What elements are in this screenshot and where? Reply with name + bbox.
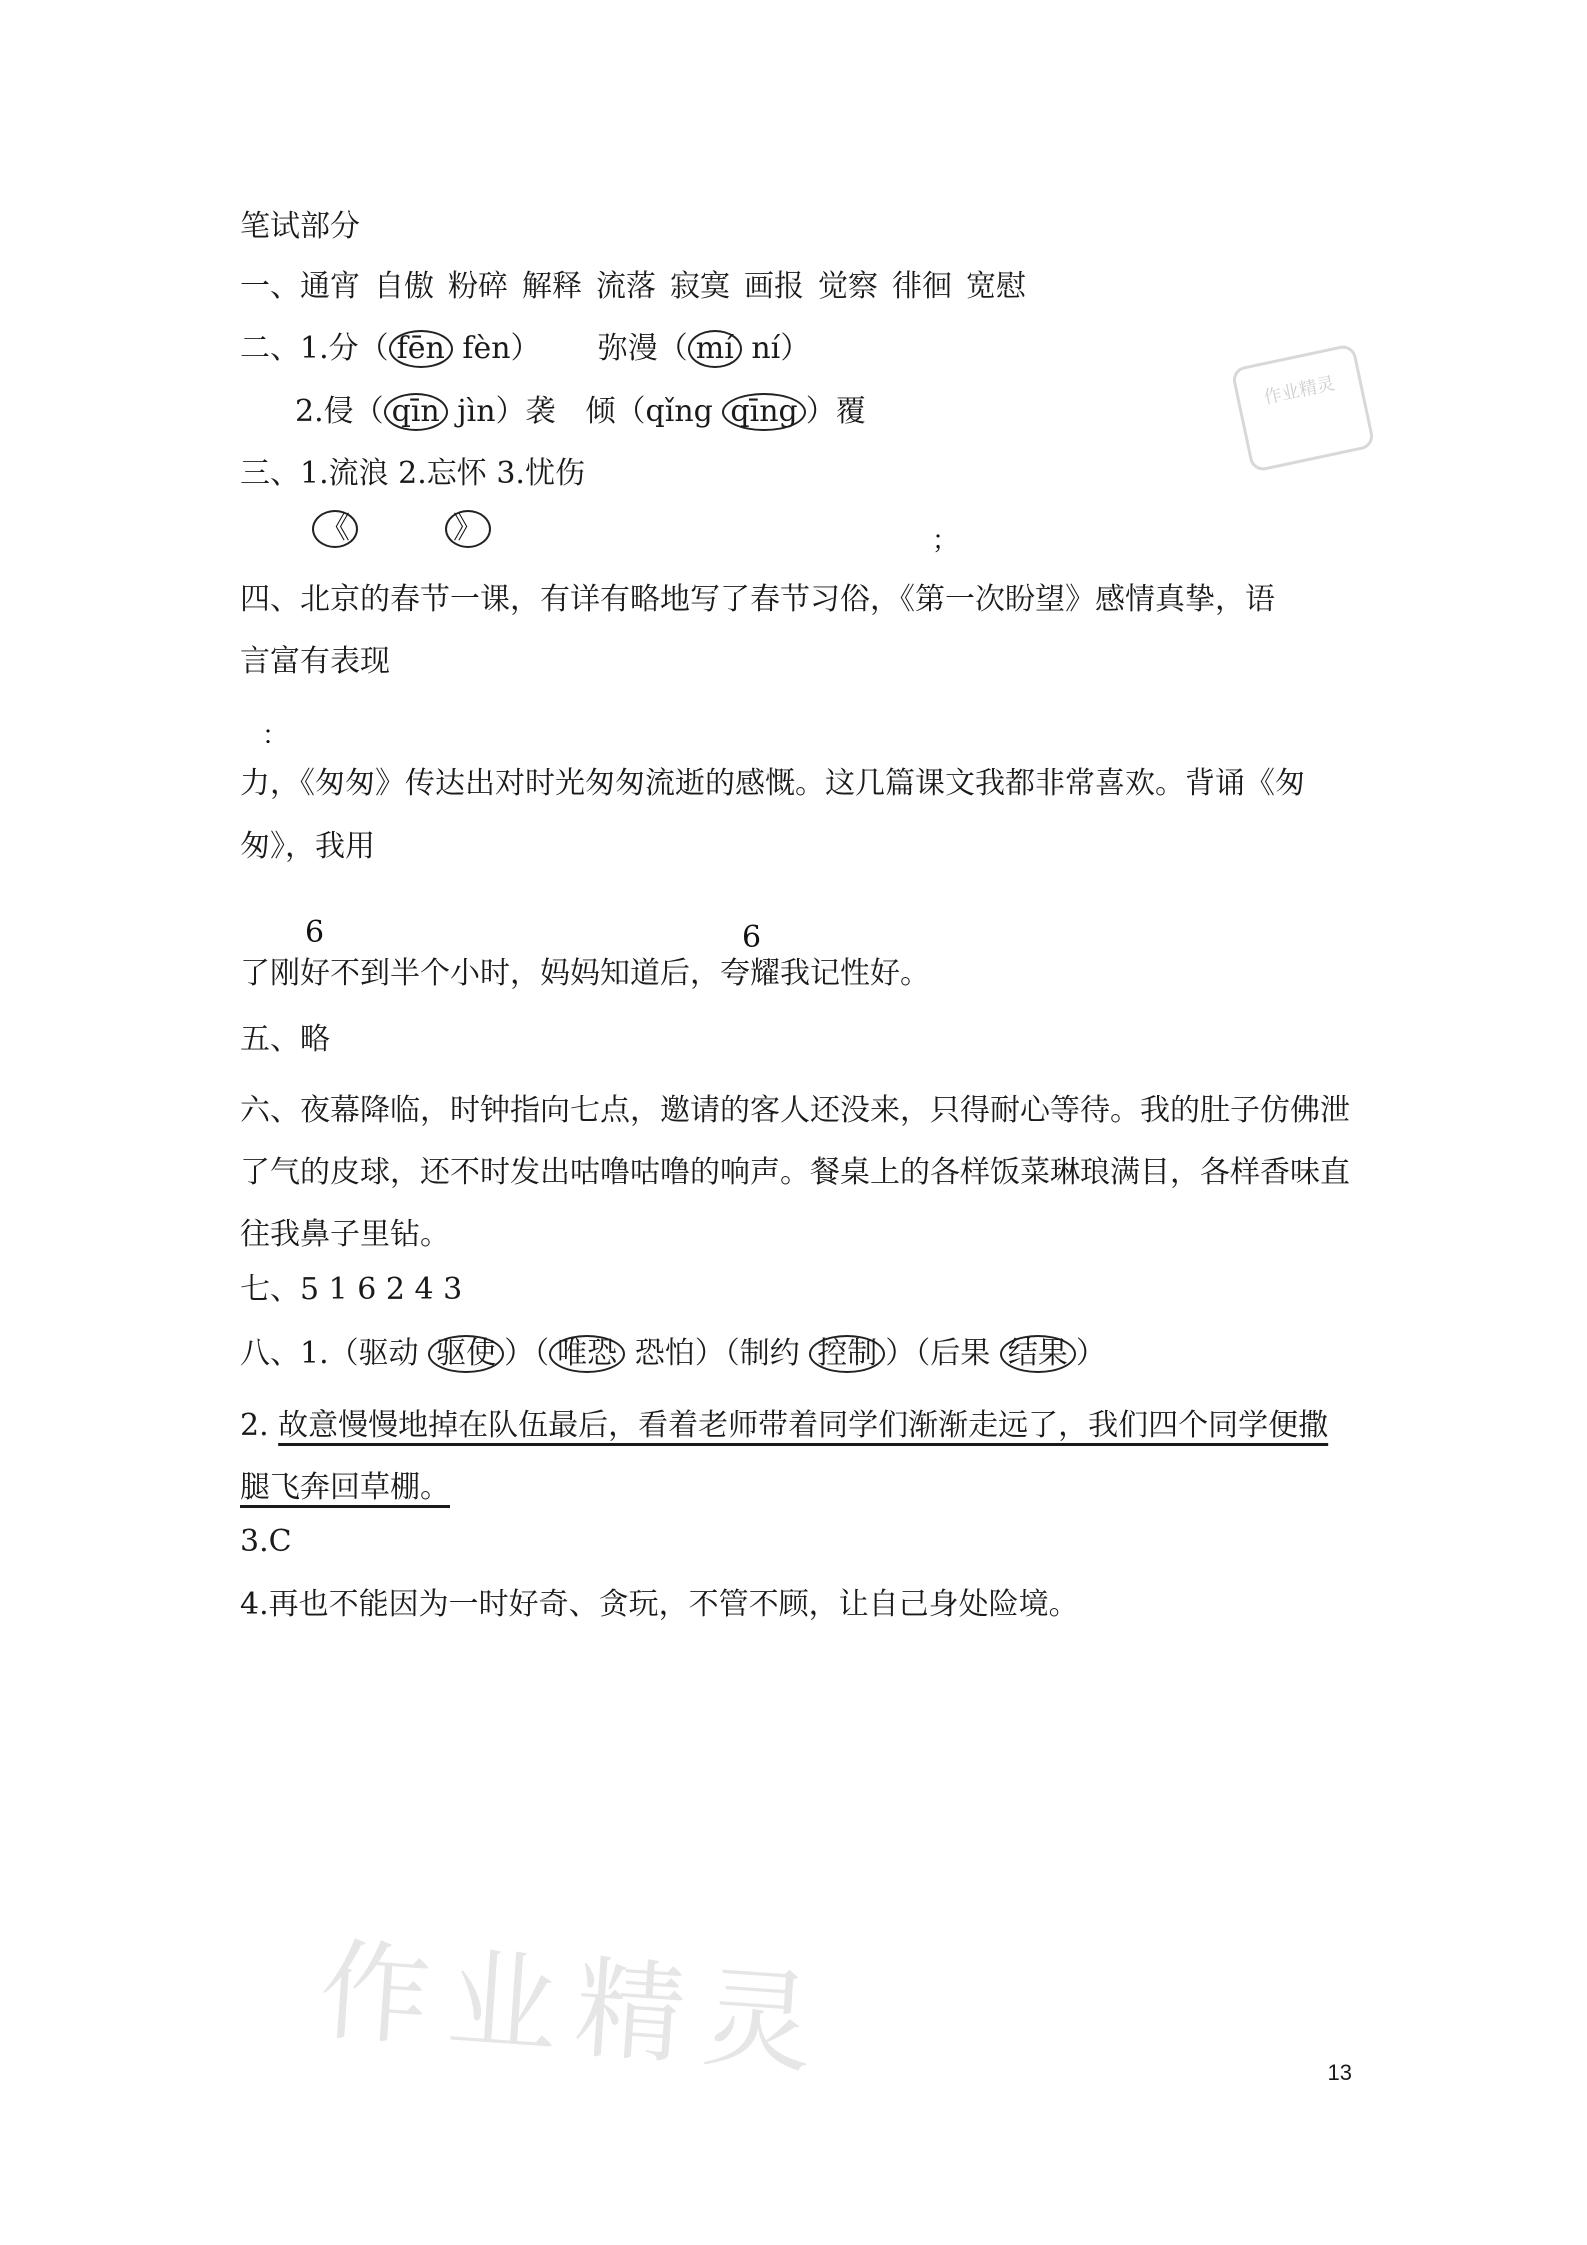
deletion-mark: 6 [742,920,762,955]
circled-answer: 驱使 [428,1335,504,1373]
q8-text: ）（后果 [885,1336,991,1371]
q8-a2-underlined: 故意慢慢地掉在队伍最后，看着老师带着同学们渐渐走远了，我们四个同学便撒腿飞奔回草棚。 [240,1408,1329,1505]
deletion-mark: 6 [305,915,325,950]
q8-label: 八、1. [240,1336,329,1371]
q1-word: 通宵 [300,269,360,304]
q1-word: 徘徊 [892,269,952,304]
q1-word: 自傲 [374,269,434,304]
q7-line: 七、5 1 6 2 4 3 [240,1272,463,1307]
q8-text: ）（ [504,1336,550,1371]
q2-text: 弥漫（ [597,331,688,366]
page-number: 13 [1327,2060,1352,2085]
q2-line1 [240,327,810,371]
q1-line [240,265,1026,309]
correction-mark-semicolon: ； [932,526,959,556]
q3-line: 三、1.流浪 2.忘怀 3.忧伤 [240,456,585,491]
q8-text: （驱动 [328,1336,419,1371]
q4-line1: 四、北京的春节一课，有详有略地写了春节习俗，《第一次盼望》感情真挚，语 [240,582,1275,617]
circled-answer: fēn [389,330,453,368]
q4-line2: 言富有表现 [240,644,390,679]
q8-answer-2 [240,1395,1355,1519]
q8-a2-number: 2. [240,1408,269,1443]
q2-line2 [295,390,866,434]
circled-answer: 唯恐 [549,1335,625,1373]
q8-text: ） [1075,1336,1106,1371]
circled-answer: qīng [722,393,805,431]
q1-word: 寂寞 [670,269,730,304]
q6-paragraph: 六、夜幕降临，时钟指向七点，邀请的客人还没来，只得耐心等待。我的肚子仿佛泄了气的皮球，还不时发出咕噜咕噜的响声。餐桌上的各样饭菜琳琅满目，各样香味直往我鼻子里钻。 [240,1093,1350,1252]
q1-word: 解释 [522,269,582,304]
q2-text: jìn）袭 倾（qǐng [457,394,713,429]
circled-answer: 控制 [809,1335,885,1373]
q1-word: 画报 [744,269,804,304]
q4-line4: 匆》，我用 [240,829,375,864]
q2-text: fèn） [462,331,541,366]
circled-answer: 结果 [1000,1335,1076,1373]
q2-text: 1.分（ [300,331,389,366]
q1-word: 流落 [596,269,656,304]
q1-word: 觉察 [818,269,878,304]
q1-word: 粉碎 [448,269,508,304]
correction-mark-open-quote: 《 [312,510,358,548]
q4-line5: 了刚好不到半个小时，妈妈知道后，夸耀我记性好。 [240,956,930,991]
q2-text: ní） [751,331,811,366]
correction-mark-colon: ： [262,721,289,751]
q8-line1 [240,1332,1106,1376]
q5-line: 五、略 [240,1022,330,1057]
q2-label: 二、 [240,331,300,366]
stamp-watermark: 作业精灵 [1230,343,1375,473]
circled-answer: mí [688,330,742,368]
q2-text: 2.侵（ [295,394,384,429]
q2-text: ）覆 [805,394,866,429]
q8-answer-3: 3.C [240,1524,292,1559]
correction-mark-close-quote: 》 [445,510,491,548]
q8-answer-4: 4.再也不能因为一时好奇、贪玩，不管不顾，让自己身处险境。 [240,1587,1079,1622]
section-title: 笔试部分 [240,209,360,244]
q1-word: 宽慰 [966,269,1026,304]
q8-text: 恐怕）（制约 [634,1336,800,1371]
q1-label: 一、 [240,269,300,304]
circled-answer: qīn [384,393,448,431]
q4-line3: 力，《匆匆》传达出对时光匆匆流逝的感慨。这几篇课文我都非常喜欢。背诵《匆 [240,766,1305,801]
watermark: 作业精灵 [315,1926,836,2090]
